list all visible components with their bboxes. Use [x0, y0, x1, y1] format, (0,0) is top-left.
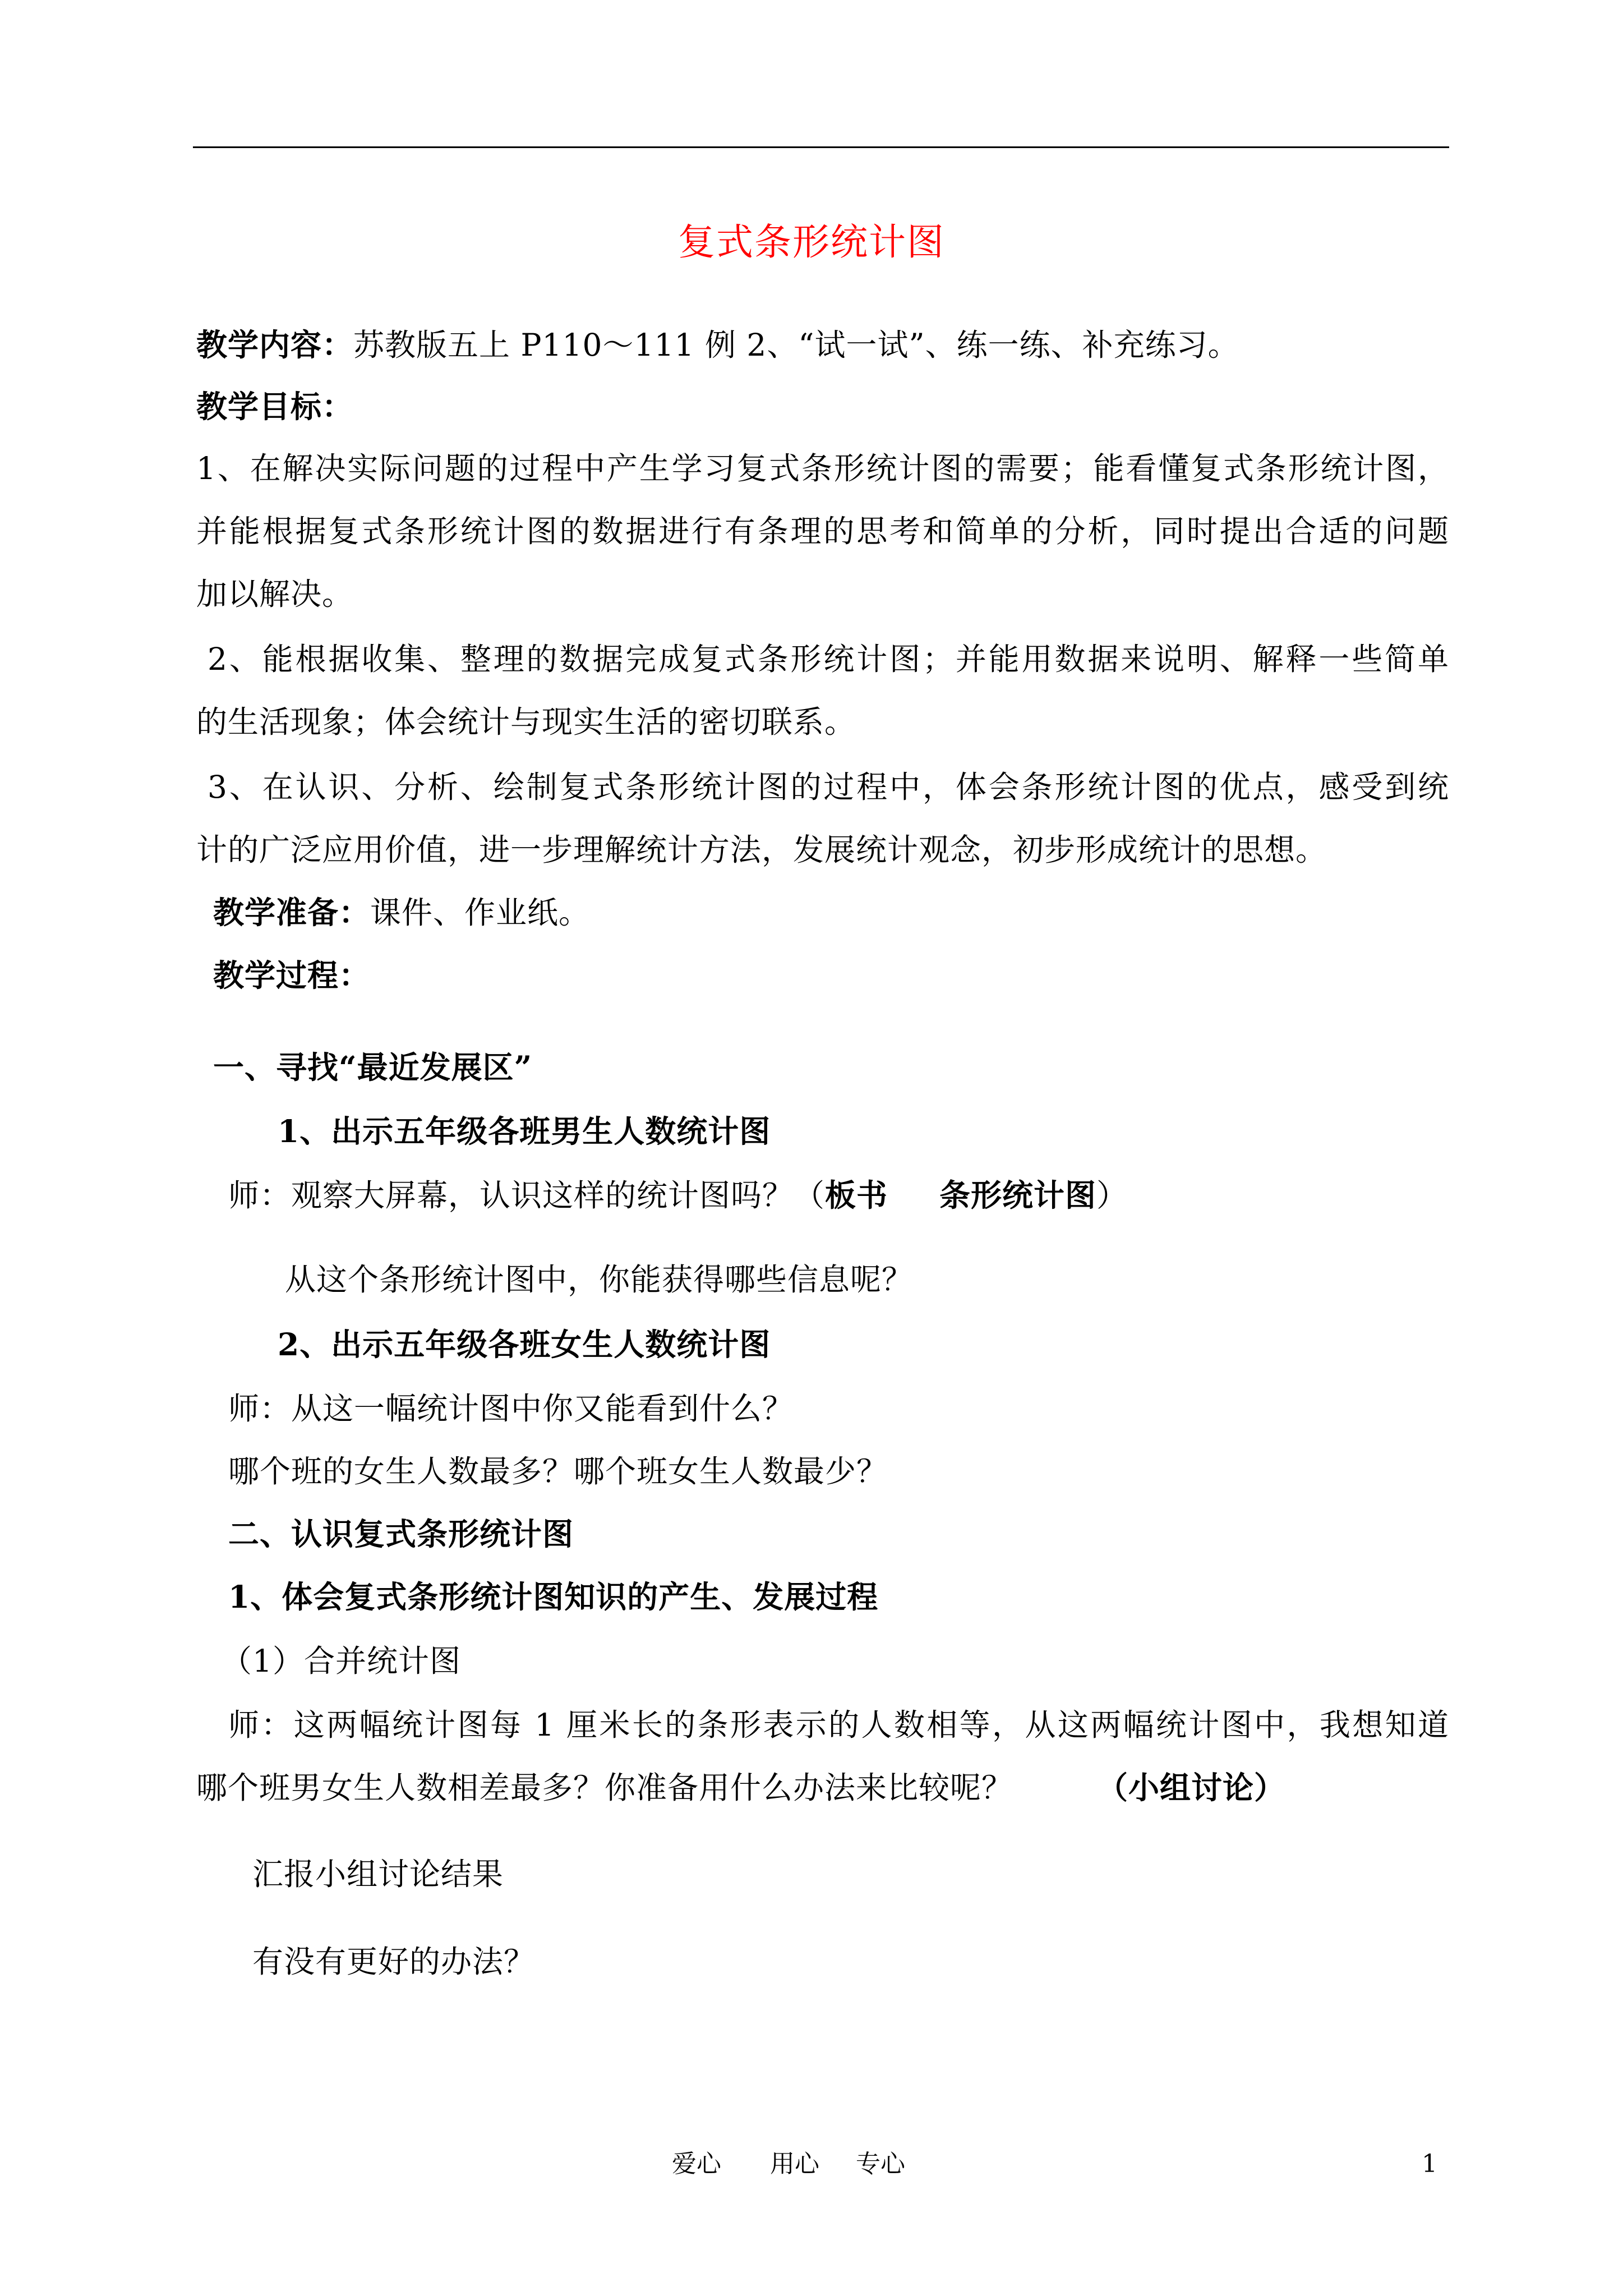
section-1-heading: 一、寻找“最近发展区”	[213, 1049, 533, 1085]
objectives-heading: 教学目标：	[196, 388, 354, 425]
objective-2-line-2: 的生活现象；体会统计与现实生活的密切联系。	[196, 704, 856, 740]
process-heading: 教学过程：	[213, 957, 371, 993]
content-line	[196, 325, 1239, 365]
teacher-line-2-text: 哪个班男女生人数相差最多？你准备用什么办法来比较呢？	[196, 1770, 1013, 1806]
teacher-question-1-text: 师：观察大屏幕，认识这样的统计图吗？（	[228, 1177, 826, 1213]
objective-1-line-1: 1、在解决实际问题的过程中产生学习复式条形统计图的需要；能看懂复式条形统计图，	[196, 450, 1449, 486]
teacher-question-2: 师：从这一幅统计图中你又能看到什么？	[228, 1391, 794, 1427]
teacher-question-1-close: ）	[1096, 1177, 1128, 1213]
footer-word-2: 用心	[770, 2150, 819, 2178]
better-method-question: 有没有更好的办法？	[252, 1944, 536, 1980]
objective-1-line-3: 加以解决。	[196, 576, 354, 612]
group-discussion-note: （小组讨论）	[1097, 1769, 1286, 1806]
board-note: 板书	[825, 1177, 888, 1213]
objective-1-line-2: 并能根据复式条形统计图的数据进行有条理的思考和简单的分析，同时提出合适的问题	[196, 513, 1449, 549]
teacher-line-2	[196, 1768, 1285, 1807]
question-most-least: 哪个班的女生人数最多？哪个班女生人数最少？	[228, 1453, 888, 1489]
report-results: 汇报小组讨论结果	[252, 1856, 504, 1892]
teacher-line-1: 师：这两幅统计图每 1 厘米长的条形表示的人数相等，从这两幅统计图中，我想知道	[228, 1707, 1449, 1743]
header-rule	[193, 146, 1449, 148]
preparation-line	[213, 893, 590, 932]
page-number: 1	[1422, 2150, 1437, 2178]
question-info: 从这个条形统计图中，你能获得哪些信息呢？	[285, 1262, 914, 1297]
footer-word-3: 专心	[856, 2150, 905, 2178]
subsection-1: （1）合并统计图	[221, 1643, 461, 1679]
section-1-item-2-heading: 2、出示五年级各班女生人数统计图	[278, 1326, 771, 1363]
preparation-label: 教学准备：	[213, 894, 371, 931]
document-title: 复式条形统计图	[678, 220, 945, 264]
board-note-chart: 条形统计图	[939, 1177, 1097, 1213]
footer-word-1: 爱心	[672, 2150, 721, 2178]
teacher-question-1	[228, 1176, 1128, 1215]
objective-3-line-1: 3、在认识、分析、绘制复式条形统计图的过程中，体会条形统计图的优点，感受到统	[208, 769, 1449, 805]
content-text: 苏教版五上 P110～111 例 2、“试一试”、练一练、补充练习。	[353, 327, 1239, 363]
content-label: 教学内容：	[196, 326, 354, 363]
section-1-item-1-heading: 1、出示五年级各班男生人数统计图	[278, 1113, 771, 1149]
section-2-heading: 二、认识复式条形统计图	[228, 1516, 574, 1552]
objective-3-line-2: 计的广泛应用价值，进一步理解统计方法，发展统计观念，初步形成统计的思想。	[196, 832, 1327, 868]
section-2-item-1-heading: 1、体会复式条形统计图知识的产生、发展过程	[228, 1579, 879, 1615]
preparation-text: 课件、作业纸。	[370, 895, 591, 931]
objective-2-line-1: 2、能根据收集、整理的数据完成复式条形统计图；并能用数据来说明、解释一些简单	[208, 641, 1449, 677]
